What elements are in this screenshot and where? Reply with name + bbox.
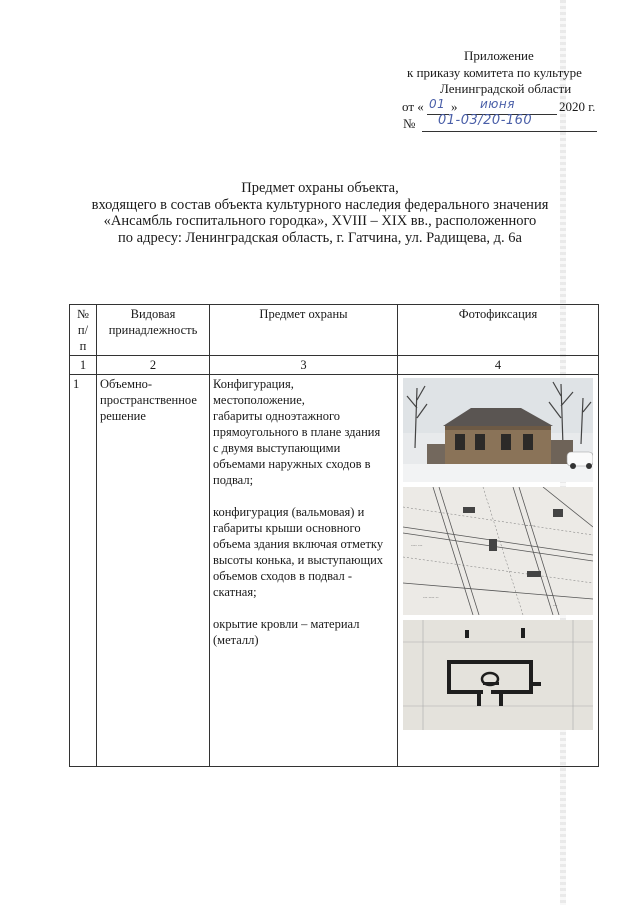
header-subject: Предмет охраны — [210, 305, 398, 356]
column-number-row — [70, 356, 599, 375]
appendix-date-year: 2020 г. — [559, 99, 596, 114]
subject-paragraph-2: конфигурация (вальмовая) и габариты крыши основного объема здания включая отметку высоты конька, и выступающих объемов сходов в подвал - скатная; — [213, 505, 384, 599]
row-num: 1 — [70, 375, 97, 767]
site-plan-photo — [403, 487, 593, 615]
table-row — [70, 375, 599, 767]
col-number-4: 4 — [398, 356, 599, 375]
col-number-1: 1 — [70, 356, 97, 375]
heading-line-2: входящего в состав объекта культурного наследия федерального значения — [91, 196, 549, 213]
header-num: № п/ п — [70, 305, 97, 356]
heading-line-4: по адресу: Ленинградская область, г. Гатчина, ул. Радищева, д. 6а — [118, 229, 522, 246]
appendix-num-label: № — [403, 116, 416, 131]
row-subject — [210, 375, 398, 767]
heading-line-3: «Ансамбль госпитального городка», XVIII – XIX вв., расположенного — [103, 213, 537, 229]
appendix-num-value: 01-03/20-160 — [438, 113, 533, 128]
subject-paragraph-1: Конфигурация, местоположение, габариты одноэтажного прямоугольного в плане здания с двумя выступающими объемами наружных сходов в подвал; — [213, 377, 381, 487]
svg-text:---- ---: ---- --- — [411, 543, 423, 548]
protection-subject-table — [69, 304, 599, 767]
svg-text:--- ---- --: --- ---- -- — [423, 595, 439, 600]
appendix-title: Приложение — [464, 48, 534, 63]
heading-line-1: Предмет охраны объекта, — [241, 180, 399, 196]
row-photos — [398, 375, 599, 767]
table-header-row — [70, 305, 599, 356]
header-photo: Фотофиксация — [398, 305, 599, 356]
col-number-2: 2 — [97, 356, 210, 375]
appendix-date-month: июня — [480, 97, 515, 111]
plan-detail-photo — [403, 620, 593, 730]
appendix-region-line: Ленинградской области — [440, 81, 572, 96]
appendix-date-prefix: от « — [402, 99, 424, 114]
appendix-date-day: 01 — [429, 97, 446, 111]
svg-text:-- ----: -- ---- — [525, 523, 535, 528]
col-number-3: 3 — [210, 356, 398, 375]
appendix-date-mid: » — [451, 99, 458, 114]
appendix-order-line: к приказу комитета по культуре — [407, 65, 582, 80]
subject-paragraph-3: окрытие кровли – материал (металл) — [213, 617, 360, 647]
document-heading — [60, 180, 580, 246]
building-photo — [403, 378, 593, 482]
row-type: Объемно- пространственное решение — [97, 375, 210, 767]
svg-text:---: --- — [553, 603, 558, 608]
header-type: Видовая принадлежность — [97, 305, 210, 356]
